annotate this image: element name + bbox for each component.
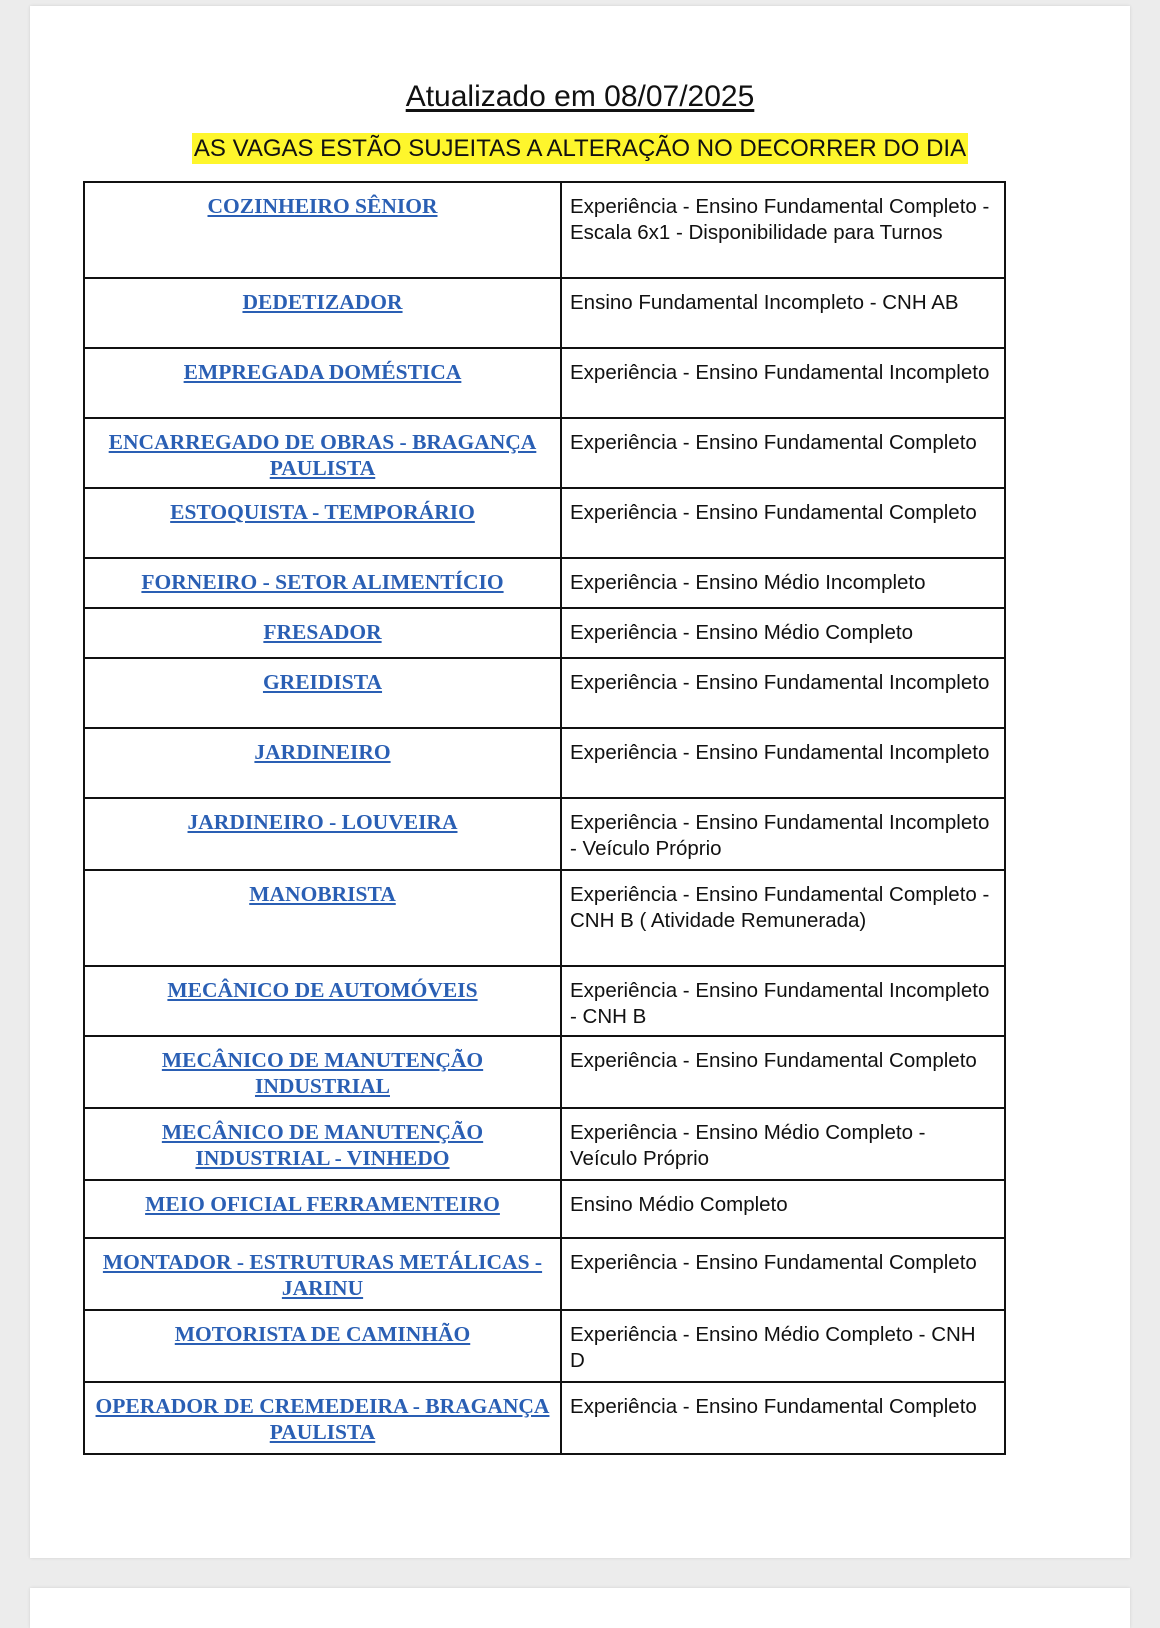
job-title-cell [84, 870, 561, 966]
job-requirements-cell: Experiência - Ensino Fundamental Completo - Escala 6x1 - Disponibilidade para Turnos [561, 182, 1005, 278]
job-requirements-cell: Ensino Fundamental Incompleto - CNH AB [561, 278, 1005, 348]
job-title-link[interactable]: FORNEIRO - SETOR ALIMENTÍCIO [141, 570, 504, 594]
job-title-link[interactable]: JARDINEIRO - LOUVEIRA [187, 810, 458, 834]
job-title-cell [84, 1108, 561, 1180]
job-title-cell [84, 798, 561, 870]
table-row [84, 418, 1005, 488]
job-requirements-cell: Experiência - Ensino Fundamental Incompleto [561, 728, 1005, 798]
table-row [84, 1310, 1005, 1382]
table-row [84, 182, 1005, 278]
table-row [84, 966, 1005, 1036]
job-title-cell [84, 966, 561, 1036]
job-requirements-cell: Ensino Médio Completo [561, 1180, 1005, 1238]
job-requirements-cell: Experiência - Ensino Fundamental Incompleto - CNH B [561, 966, 1005, 1036]
job-title-cell [84, 1180, 561, 1238]
job-title-cell [84, 488, 561, 558]
job-requirements-cell: Experiência - Ensino Fundamental Completo [561, 1036, 1005, 1108]
job-title-link[interactable]: COZINHEIRO SÊNIOR [207, 194, 438, 218]
table-row [84, 1238, 1005, 1310]
table-row [84, 488, 1005, 558]
job-title-link[interactable]: EMPREGADA DOMÉSTICA [183, 360, 462, 384]
table-row [84, 1382, 1005, 1454]
job-title-link[interactable]: JARDINEIRO [254, 740, 391, 764]
job-requirements-cell: Experiência - Ensino Médio Completo - Veículo Próprio [561, 1108, 1005, 1180]
job-title-link[interactable]: MECÂNICO DE MANUTENÇÃO INDUSTRIAL [161, 1048, 484, 1098]
job-title-cell [84, 1036, 561, 1108]
table-row [84, 728, 1005, 798]
table-row [84, 558, 1005, 608]
job-requirements-cell: Experiência - Ensino Médio Incompleto [561, 558, 1005, 608]
job-title-link[interactable]: MONTADOR - ESTRUTURAS METÁLICAS - JARINU [102, 1250, 543, 1300]
job-requirements-cell: Experiência - Ensino Fundamental Completo - CNH B ( Atividade Remunerada) [561, 870, 1005, 966]
job-title-link[interactable]: DEDETIZADOR [242, 290, 403, 314]
table-row [84, 1108, 1005, 1180]
job-requirements-cell: Experiência - Ensino Médio Completo - CNH D [561, 1310, 1005, 1382]
job-title-cell [84, 1382, 561, 1454]
table-row [84, 1180, 1005, 1238]
job-title-link[interactable]: MECÂNICO DE MANUTENÇÃO INDUSTRIAL - VINHEDO [161, 1120, 484, 1170]
job-table [83, 181, 1006, 1455]
job-title-link[interactable]: MANOBRISTA [249, 882, 396, 906]
job-title-cell [84, 1310, 561, 1382]
job-requirements-cell: Experiência - Ensino Fundamental Completo [561, 1238, 1005, 1310]
table-row [84, 608, 1005, 658]
job-title-cell [84, 608, 561, 658]
job-title-link[interactable]: ENCARREGADO DE OBRAS - BRAGANÇA PAULISTA [108, 430, 537, 480]
table-row [84, 870, 1005, 966]
job-title-link[interactable]: GREIDISTA [262, 670, 383, 694]
next-page-edge [30, 1588, 1130, 1628]
job-title-cell [84, 658, 561, 728]
table-row [84, 278, 1005, 348]
job-requirements-cell: Experiência - Ensino Fundamental Completo [561, 1382, 1005, 1454]
document-page [30, 6, 1130, 1558]
job-requirements-cell: Experiência - Ensino Fundamental Incompleto - Veículo Próprio [561, 798, 1005, 870]
job-title-cell [84, 728, 561, 798]
job-title-cell [84, 182, 561, 278]
table-row [84, 1036, 1005, 1108]
job-title-link[interactable]: MEIO OFICIAL FERRAMENTEIRO [145, 1192, 500, 1216]
job-title-link[interactable]: MOTORISTA DE CAMINHÃO [174, 1322, 471, 1346]
table-row [84, 348, 1005, 418]
job-requirements-cell: Experiência - Ensino Fundamental Completo [561, 488, 1005, 558]
job-requirements-cell: Experiência - Ensino Médio Completo [561, 608, 1005, 658]
job-title-link[interactable]: MECÂNICO DE AUTOMÓVEIS [167, 978, 478, 1002]
notice-text: AS VAGAS ESTÃO SUJEITAS A ALTERAÇÃO NO DECORRER DO DIA [193, 135, 967, 162]
job-title-cell [84, 558, 561, 608]
job-title-link[interactable]: ESTOQUISTA - TEMPORÁRIO [170, 500, 475, 524]
job-title-cell [84, 1238, 561, 1310]
job-title-link[interactable]: OPERADOR DE CREMEDEIRA - BRAGANÇA PAULISTA [95, 1394, 550, 1444]
job-title-cell [84, 418, 561, 488]
job-requirements-cell: Experiência - Ensino Fundamental Completo [561, 418, 1005, 488]
job-title-cell [84, 278, 561, 348]
job-requirements-cell: Experiência - Ensino Fundamental Incompleto [561, 348, 1005, 418]
job-requirements-cell: Experiência - Ensino Fundamental Incompleto [561, 658, 1005, 728]
job-title-link[interactable]: FRESADOR [263, 620, 382, 644]
table-row [84, 798, 1005, 870]
notice-banner [30, 133, 1130, 164]
table-row [84, 658, 1005, 728]
updated-date-heading: Atualizado em 08/07/2025 [405, 80, 755, 113]
job-title-cell [84, 348, 561, 418]
